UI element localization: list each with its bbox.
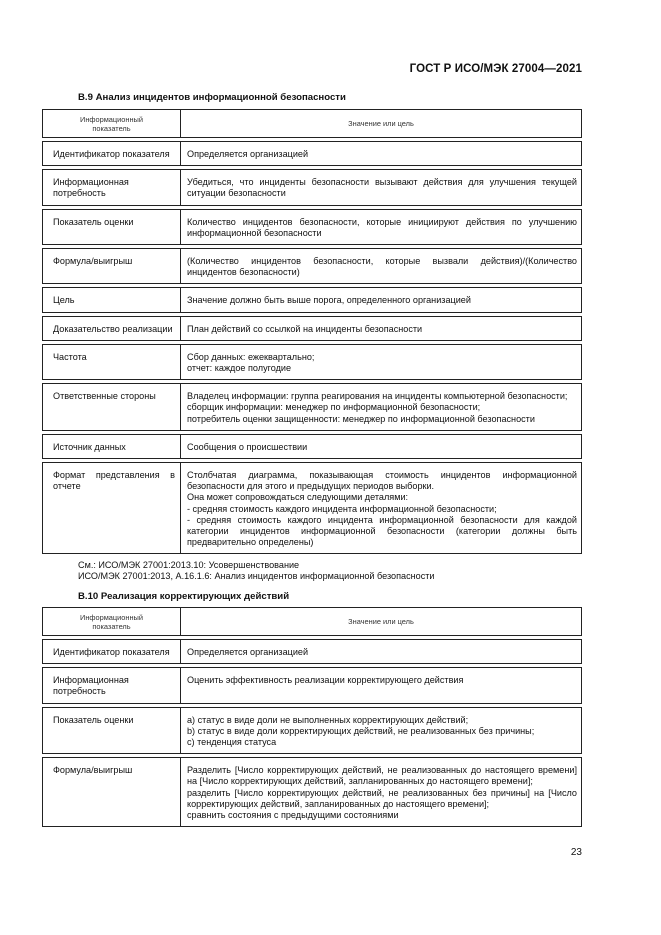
table-row [43, 463, 582, 554]
row-value-cell [181, 434, 582, 458]
table-row [43, 434, 582, 458]
row-value-line: Значение должно быть выше порога, определенного организацией [187, 295, 471, 306]
row-value-line: (Количество инцидентов безопасности, которые вызвали действия)/(Количество инцидентов безопасности) [187, 256, 577, 278]
row-label-cell [43, 316, 181, 340]
table-row [43, 707, 582, 754]
row-label: Идентификатор показателя [53, 149, 170, 159]
row-label: Показатель оценки [53, 216, 134, 227]
row-value-line: b) статус в виде доли корректирующих действий, не реализованных без причины; [187, 725, 535, 736]
row-value-line: сборщик информации: менеджер по информационной безопасности; [187, 402, 481, 413]
row-value-line: Сообщения о происшествии [187, 441, 308, 452]
document-id: ГОСТ Р ИСО/МЭК 27004—2021 [409, 63, 582, 75]
reference-line: ИСО/МЭК 27001:2013, А.16.1.6: Анализ инцидентов информационной безопасности [78, 571, 435, 582]
row-label-cell [43, 463, 181, 554]
reference-line: См.: ИСО/МЭК 27001:2013.10: Усовершенствование [78, 560, 300, 570]
row-value-line: Убедиться, что инциденты безопасности вызывают действия для улучшения текущей ситуации безопасности [187, 177, 577, 199]
row-value-line: a) статус в виде доли не выполненных корректирующих действий; [187, 714, 469, 725]
row-label-cell [43, 758, 181, 827]
table-row [43, 384, 582, 431]
row-value-cell [181, 668, 582, 703]
row-value-line: Она может сопровождаться следующими деталями: [187, 492, 409, 503]
row-value-line: c) тенденция статуса [187, 737, 277, 748]
row-value-line: Столбчатая диаграмма, показывающая стоимость инцидентов информационной безопасности для этого и предыдущих периодов выборки. [187, 470, 577, 492]
row-value-cell [181, 707, 582, 754]
row-label: Цель [53, 295, 75, 306]
row-label: Частота [53, 351, 87, 362]
row-value-line: сравнить состояния с предыдущими состояниями [187, 810, 399, 821]
row-label: Ответственные стороны [53, 391, 156, 402]
col-header-value: Значение или цель [181, 608, 582, 636]
row-label: Формат представления в отчете [53, 470, 175, 492]
table-row [43, 170, 582, 205]
table-header-row [43, 608, 582, 636]
row-value-line: Количество инцидентов безопасности, которые инициируют действия по улучшению информационной безопасности [187, 216, 577, 238]
section-title-b10: B.10 Реализация корректирующих действий [78, 591, 290, 602]
table-row [43, 668, 582, 703]
table-b10 [42, 607, 582, 827]
row-value-line: Разделить [Число корректирующих действий, не реализованных до настоящего времени] на [Число корректирующих действий, запланированных до настоящего времени]; [187, 765, 577, 787]
row-value-line: План действий со ссылкой на инциденты безопасности [187, 323, 423, 334]
table-row [43, 288, 582, 312]
row-label-cell [43, 344, 181, 379]
references [78, 560, 435, 583]
row-label: Источник данных [53, 441, 126, 452]
col-header-indicator: Информационный показатель [43, 608, 181, 636]
table-row [43, 758, 582, 827]
row-value-line: потребитель оценки защищенности: менеджер по информационной безопасности [187, 413, 535, 424]
row-value-line: Определяется организацией [187, 647, 309, 657]
row-value-cell [181, 170, 582, 205]
row-value-cell [181, 344, 582, 379]
row-label-cell [43, 434, 181, 458]
page-number: 23 [570, 847, 582, 858]
table-row [43, 209, 582, 244]
row-label-cell [43, 170, 181, 205]
row-value-cell [181, 288, 582, 312]
row-value-line: - средняя стоимость каждого инцидента информационной безопасности; [187, 503, 497, 514]
row-value-line: - средняя стоимость каждого инцидента информационной безопасности для каждой категории инцидентов информационной безопасности (категории должны быть предварительно определены) [187, 514, 577, 548]
row-label-cell [43, 668, 181, 703]
row-value-cell [181, 249, 582, 284]
row-value-cell [181, 142, 582, 166]
row-label-cell [43, 384, 181, 431]
table-row [43, 249, 582, 284]
row-value-line: Оценить эффективность реализации корректирующего действия [187, 675, 464, 686]
row-value-line: Владелец информации: группа реагирования на инциденты компьютерной безопасности; [187, 391, 568, 402]
row-label-cell [43, 640, 181, 664]
row-value-line: отчет: каждое полугодие [187, 363, 292, 374]
row-label: Доказательство реализации [53, 323, 173, 334]
row-label-cell [43, 707, 181, 754]
col-header-indicator: Информационный показатель [43, 110, 181, 138]
table-b9 [42, 109, 582, 554]
row-label: Формула/выигрыш [53, 765, 133, 776]
row-label-cell [43, 288, 181, 312]
row-value-line: Определяется организацией [187, 149, 309, 159]
table-row [43, 640, 582, 664]
row-value-cell [181, 316, 582, 340]
row-value-cell [181, 758, 582, 827]
row-label-cell [43, 249, 181, 284]
row-label-cell [43, 142, 181, 166]
row-label-cell [43, 209, 181, 244]
row-label: Информационная потребность [53, 177, 129, 199]
row-value-cell [181, 640, 582, 664]
col-header-value: Значение или цель [181, 110, 582, 138]
table-row [43, 344, 582, 379]
row-value-cell [181, 384, 582, 431]
table-header-row [43, 110, 582, 138]
row-label: Информационная потребность [53, 675, 129, 697]
row-value-line: Сбор данных: ежеквартально; [187, 351, 315, 362]
table-row [43, 316, 582, 340]
section-title-b9: B.9 Анализ инцидентов информационной безопасности [78, 92, 346, 103]
table-row [43, 142, 582, 166]
row-value-cell [181, 209, 582, 244]
row-label: Показатель оценки [53, 714, 134, 725]
row-value-cell [181, 463, 582, 554]
row-label: Идентификатор показателя [53, 647, 170, 657]
row-value-line: разделить [Число корректирующих действий, не реализованных без причины] на [Число корректирующих действий, запланированных до настоящего времени]; [187, 787, 577, 809]
row-label: Формула/выигрыш [53, 256, 133, 267]
